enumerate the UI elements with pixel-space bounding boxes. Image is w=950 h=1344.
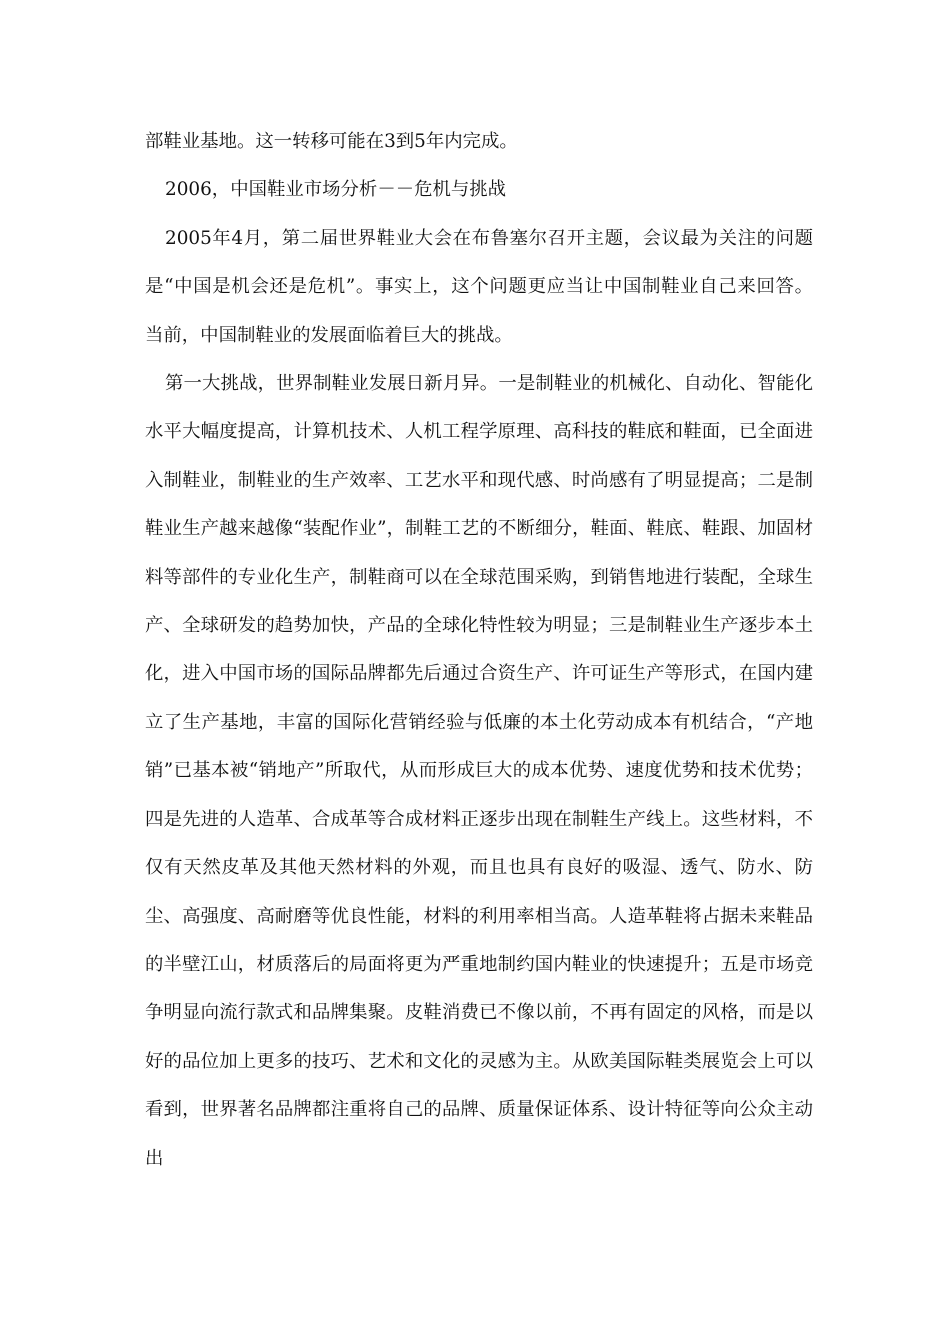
section-heading: 2006，中国鞋业市场分析－－危机与挑战 bbox=[165, 179, 507, 201]
intro-paragraph: 2005年4月，第二届世界鞋业大会在布鲁塞尔召开主题，会议最为关注的问题是“中国是机会还是危机”。事实上，这个问题更应当让中国制鞋业自己来回答。 当前，中国制鞋业的发展面临着巨大的挑战。 bbox=[145, 227, 813, 346]
first-challenge-paragraph: 第一大挑战，世界制鞋业发展日新月异。一是制鞋业的机械化、自动化、智能化水平大幅度提高，计算机技术、人机工程学原理、高科技的鞋底和鞋面，已全面进入制鞋业，制鞋业的生产效率、工艺水平和现代感、时尚感有了明显提高；二是制鞋业生产越来越像“装配作业”，制鞋工艺的不断细分，鞋面、鞋底、鞋跟、加固材料等部件的专业化生产，制鞋商可以在全球范围采购，到销售地进行装配，全球生产、全球研发的趋势加快，产品的全球化特性较为明显；三是制鞋业生产逐步本土化，进入中国市场的国际品牌都先后通过合资生产、许可证生产等形式，在国内建立了生产基地，丰富的国际化营销经验与低廉的本土化劳动成本有机结合，“产地销”已基本被“销地产”所取代，从而形成巨大的成本优势、速度优势和技术优势；四是先进的人造革、合成革等合成材料正逐步出现在制鞋生产线上。这些材料，不仅有天然皮革及其他天然材料的外观，而且也具有良好的吸湿、透气、防水、防尘、高强度、高耐磨等优良性能，材料的利用率相当高。人造革鞋将占据未来鞋品的半壁江山，材质落后的局面将更为严重地制约国内鞋业的快速提升；五是市场竞争明显向流行款式和品牌集聚。皮鞋消费已不像以前，不再有固定的风格，而是以好的品位加上更多的技巧、艺术和文化的灵感为主。从欧美国际鞋类展览会上可以看到，世界著名品牌都注重将自己的品牌、质量保证体系、设计特征等向公众主动出 bbox=[145, 373, 813, 1169]
body-text bbox=[145, 118, 813, 1183]
continuation-paragraph: 部鞋业基地。这一转移可能在3到5年内完成。 bbox=[145, 131, 518, 152]
